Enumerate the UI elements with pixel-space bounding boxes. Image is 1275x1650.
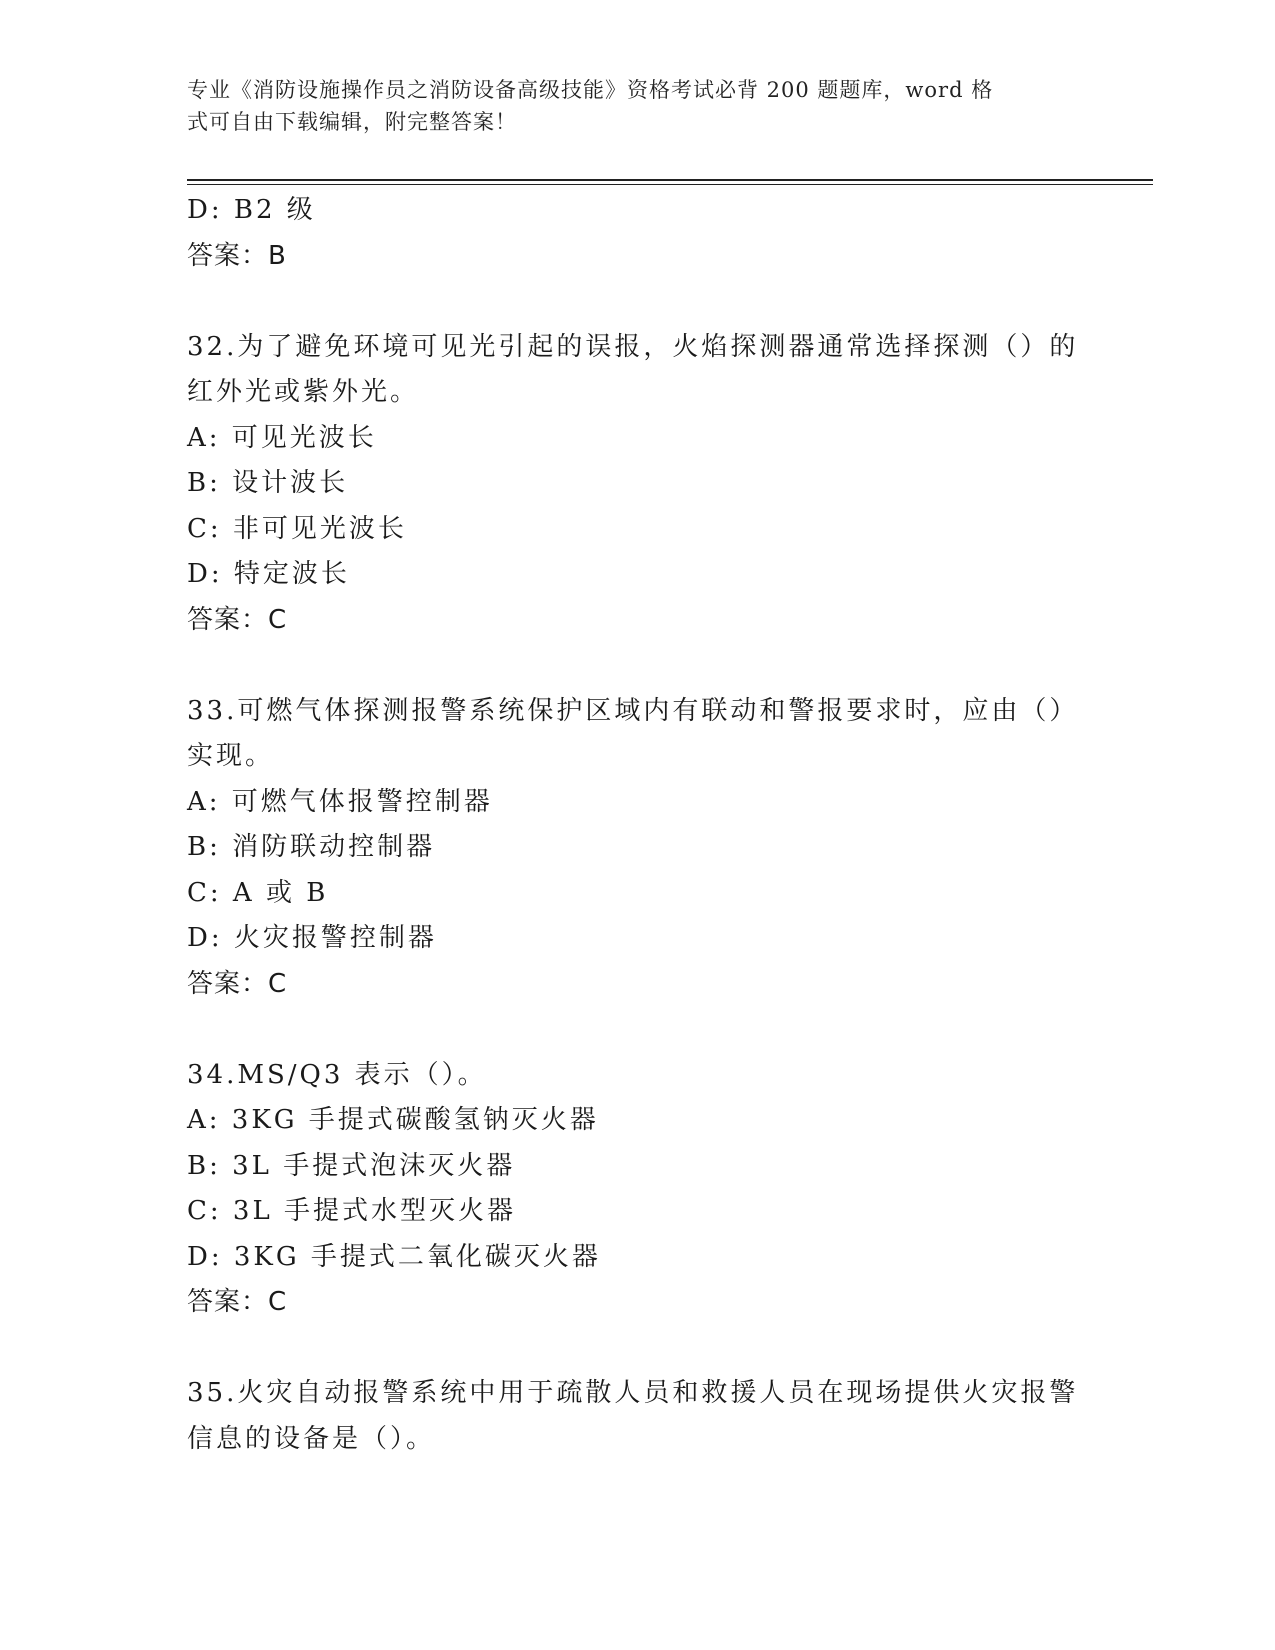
question-32 [187,325,1087,644]
question-34 [187,1053,1087,1326]
option-a: A: 3KG 手提式碳酸氢钠灭火器 [187,1105,599,1135]
option-c: C: 非可见光波长 [187,513,407,544]
document-header [187,74,1067,138]
question-content [187,188,1087,1462]
spacer [187,1326,1087,1372]
option-a: A: 可见光波长 [187,422,377,453]
question-stem: 34.MS/Q3 表示（）。 [187,1059,487,1090]
question-stem-cont: 实现。 [187,741,275,771]
header-rule-thick [187,179,1153,181]
spacer [187,279,1087,325]
question-35 [187,1371,1087,1462]
header-rule-thin [187,184,1153,185]
option-d: D: 3KG 手提式二氧化碳灭火器 [187,1241,601,1272]
question-stem: 32.为了避免环境可见光引起的误报，火焰探测器通常选择探测（）的 [187,331,1079,362]
question-stem-cont: 信息的设备是（）。 [187,1423,436,1454]
answer: 答案：C [187,1287,288,1317]
q31-option-d: D: B2 级 [187,195,316,225]
option-b: B: 3L 手提式泡沫灭火器 [187,1150,516,1181]
q31-answer: 答案：B [187,240,287,271]
header-line-2: 式可自由下载编辑，附完整答案！ [187,110,517,134]
option-d: D: 火灾报警控制器 [187,923,437,953]
option-c: C: 3L 手提式水型灭火器 [187,1196,516,1226]
answer: 答案：C [187,968,288,999]
question-stem: 33.可燃气体探测报警系统保护区域内有联动和警报要求时，应由（） [187,695,1079,726]
option-c: C: A 或 B [187,877,329,908]
option-a: A: 可燃气体报警控制器 [187,786,493,817]
question-stem-cont: 红外光或紫外光。 [187,377,420,407]
header-line-1: 专业《消防设施操作员之消防设备高级技能》资格考试必背 200 题题库，word 格 [187,78,994,102]
option-b: B: 设计波长 [187,468,349,498]
question-33 [187,689,1087,1008]
answer: 答案：C [187,604,288,635]
option-d: D: 特定波长 [187,559,350,589]
spacer [187,1007,1087,1053]
spacer [187,643,1087,689]
option-b: B: 消防联动控制器 [187,832,436,862]
question-stem: 35.火灾自动报警系统中用于疏散人员和救援人员在现场提供火灾报警 [187,1378,1079,1408]
